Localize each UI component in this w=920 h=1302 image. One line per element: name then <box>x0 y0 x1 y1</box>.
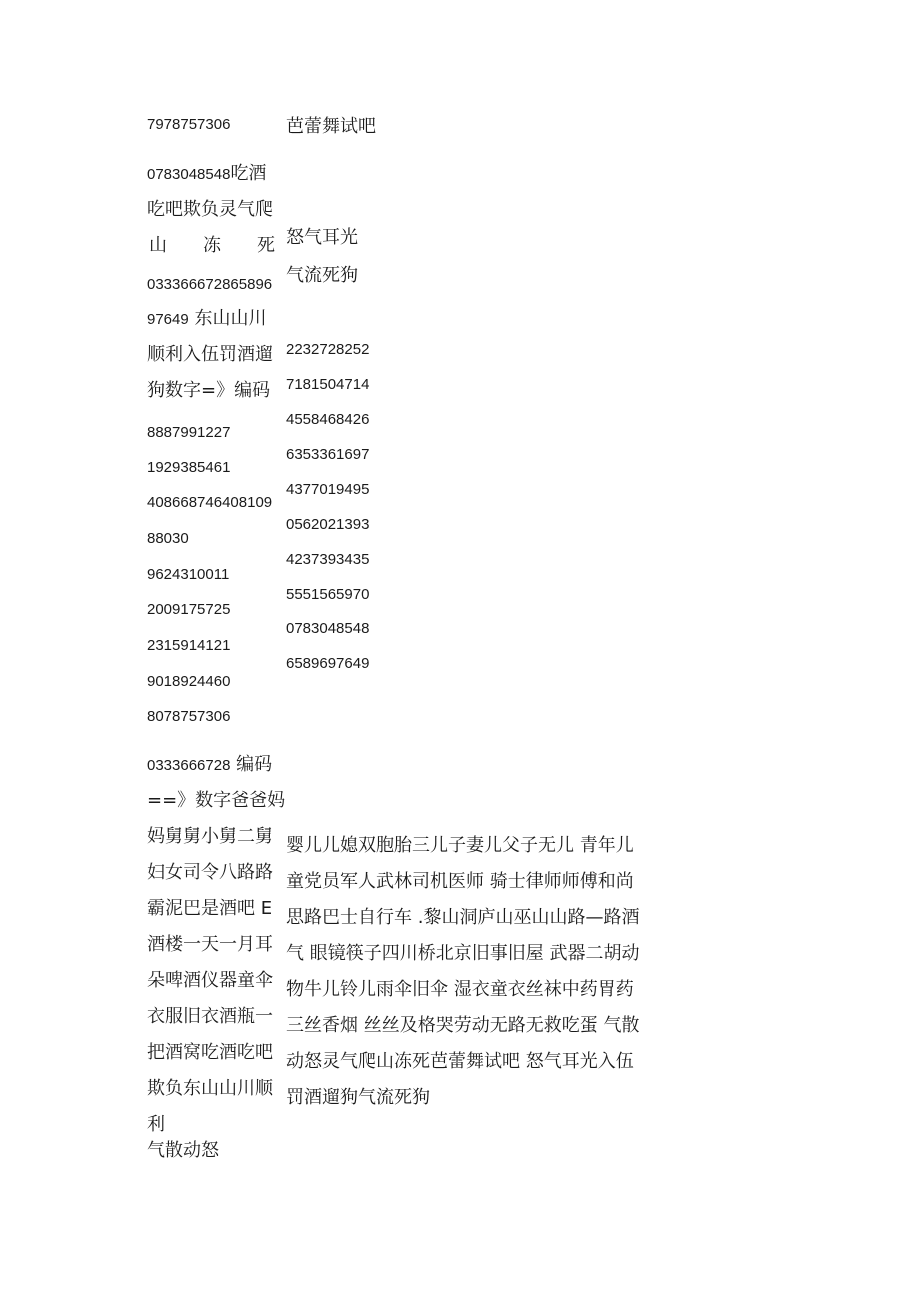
right-line-1: 芭蕾舞试吧 <box>286 116 376 137</box>
left-line-13: 9624310011 <box>147 566 230 583</box>
left-line-5: 033366672865896 <box>147 276 273 293</box>
left-line-4 <box>149 237 275 255</box>
left-line-2-number: 0783048548 <box>147 166 231 183</box>
left-line-21: 妇女司令八路路 <box>147 862 273 883</box>
left-line-10: 1929385461 <box>147 459 231 476</box>
right-number-10: 6589697649 <box>286 655 370 672</box>
right-line-2: 怒气耳光 <box>286 227 358 248</box>
left-line-25: 衣服旧衣酒瓶一 <box>147 1006 273 1027</box>
left-line-2 <box>147 165 266 183</box>
left-line-2-text: 吃酒 <box>230 163 267 184</box>
left-line-1: 7978757306 <box>147 116 231 133</box>
left-line-29: 气散动怒 <box>147 1140 219 1161</box>
left-line-18-number: 0333666728 <box>147 757 231 774</box>
right-number-5: 4377019495 <box>286 481 370 498</box>
left-line-9: 8887991227 <box>147 424 231 441</box>
left-line-23: 酒楼一天一月耳 <box>147 934 273 955</box>
left-line-18 <box>147 756 272 774</box>
left-line-27: 欺负东山山川顺 <box>147 1078 273 1099</box>
left-line-11: 408668746408109 <box>147 494 273 511</box>
right-number-2: 7181504714 <box>286 376 370 393</box>
right-number-3: 4558468426 <box>286 411 370 428</box>
left-line-14: 2009175725 <box>147 601 231 618</box>
right-number-8: 5551565970 <box>286 586 370 603</box>
left-line-22: 霸泥巴是酒吧 E <box>147 898 273 919</box>
left-line-4-char-2: 冻 <box>203 235 221 256</box>
left-line-24: 朵啤酒仪器童伞 <box>147 970 273 991</box>
left-line-18-text: 编码 <box>236 754 273 775</box>
left-line-19: ==》数字爸爸妈 <box>147 790 286 811</box>
left-line-20: 妈舅舅小舅二舅 <box>147 826 273 847</box>
right-number-4: 6353361697 <box>286 446 370 463</box>
left-line-3: 吃吧欺负灵气爬 <box>147 199 273 220</box>
left-line-16: 9018924460 <box>147 673 231 690</box>
left-line-4-char-1: 山 <box>149 235 167 256</box>
left-line-7: 顺利入伍罚酒遛 <box>147 344 273 365</box>
right-number-1: 2232728252 <box>286 341 370 358</box>
left-line-17: 8078757306 <box>147 708 231 725</box>
left-line-8: 狗数字=》编码 <box>147 380 271 401</box>
left-line-28: 利 <box>147 1114 165 1135</box>
left-line-6-text: 东山山川 <box>194 308 267 329</box>
left-line-4-char-3: 死 <box>257 235 275 256</box>
left-line-6-number: 97649 <box>147 311 189 328</box>
right-number-9: 0783048548 <box>286 620 370 637</box>
left-line-15: 2315914121 <box>147 637 231 654</box>
right-number-7: 4237393435 <box>286 551 370 568</box>
right-line-3: 气流死狗 <box>286 265 358 286</box>
right-paragraph: 婴儿儿媳双胞胎三儿子妻儿父子无儿 青年儿童党员军人武林司机医师 骑士律师师傅和尚思路巴士自行车 .黎山洞庐山巫山山路—路酒气 眼镜筷子四川桥北京旧事旧屋 武器二胡动物牛儿铃儿雨伞旧伞 湿衣童衣丝袜中药胃药三丝香烟 丝丝及格哭劳动无路无救吃蛋 气散动怒灵气爬山冻死芭蕾舞试吧 怒气耳光入伍罚酒遛狗气流死狗 <box>286 835 640 1108</box>
left-line-12: 88030 <box>147 530 189 547</box>
left-line-26: 把酒窝吃酒吃吧 <box>147 1042 273 1063</box>
left-line-6 <box>147 310 266 328</box>
right-number-6: 0562021393 <box>286 516 370 533</box>
